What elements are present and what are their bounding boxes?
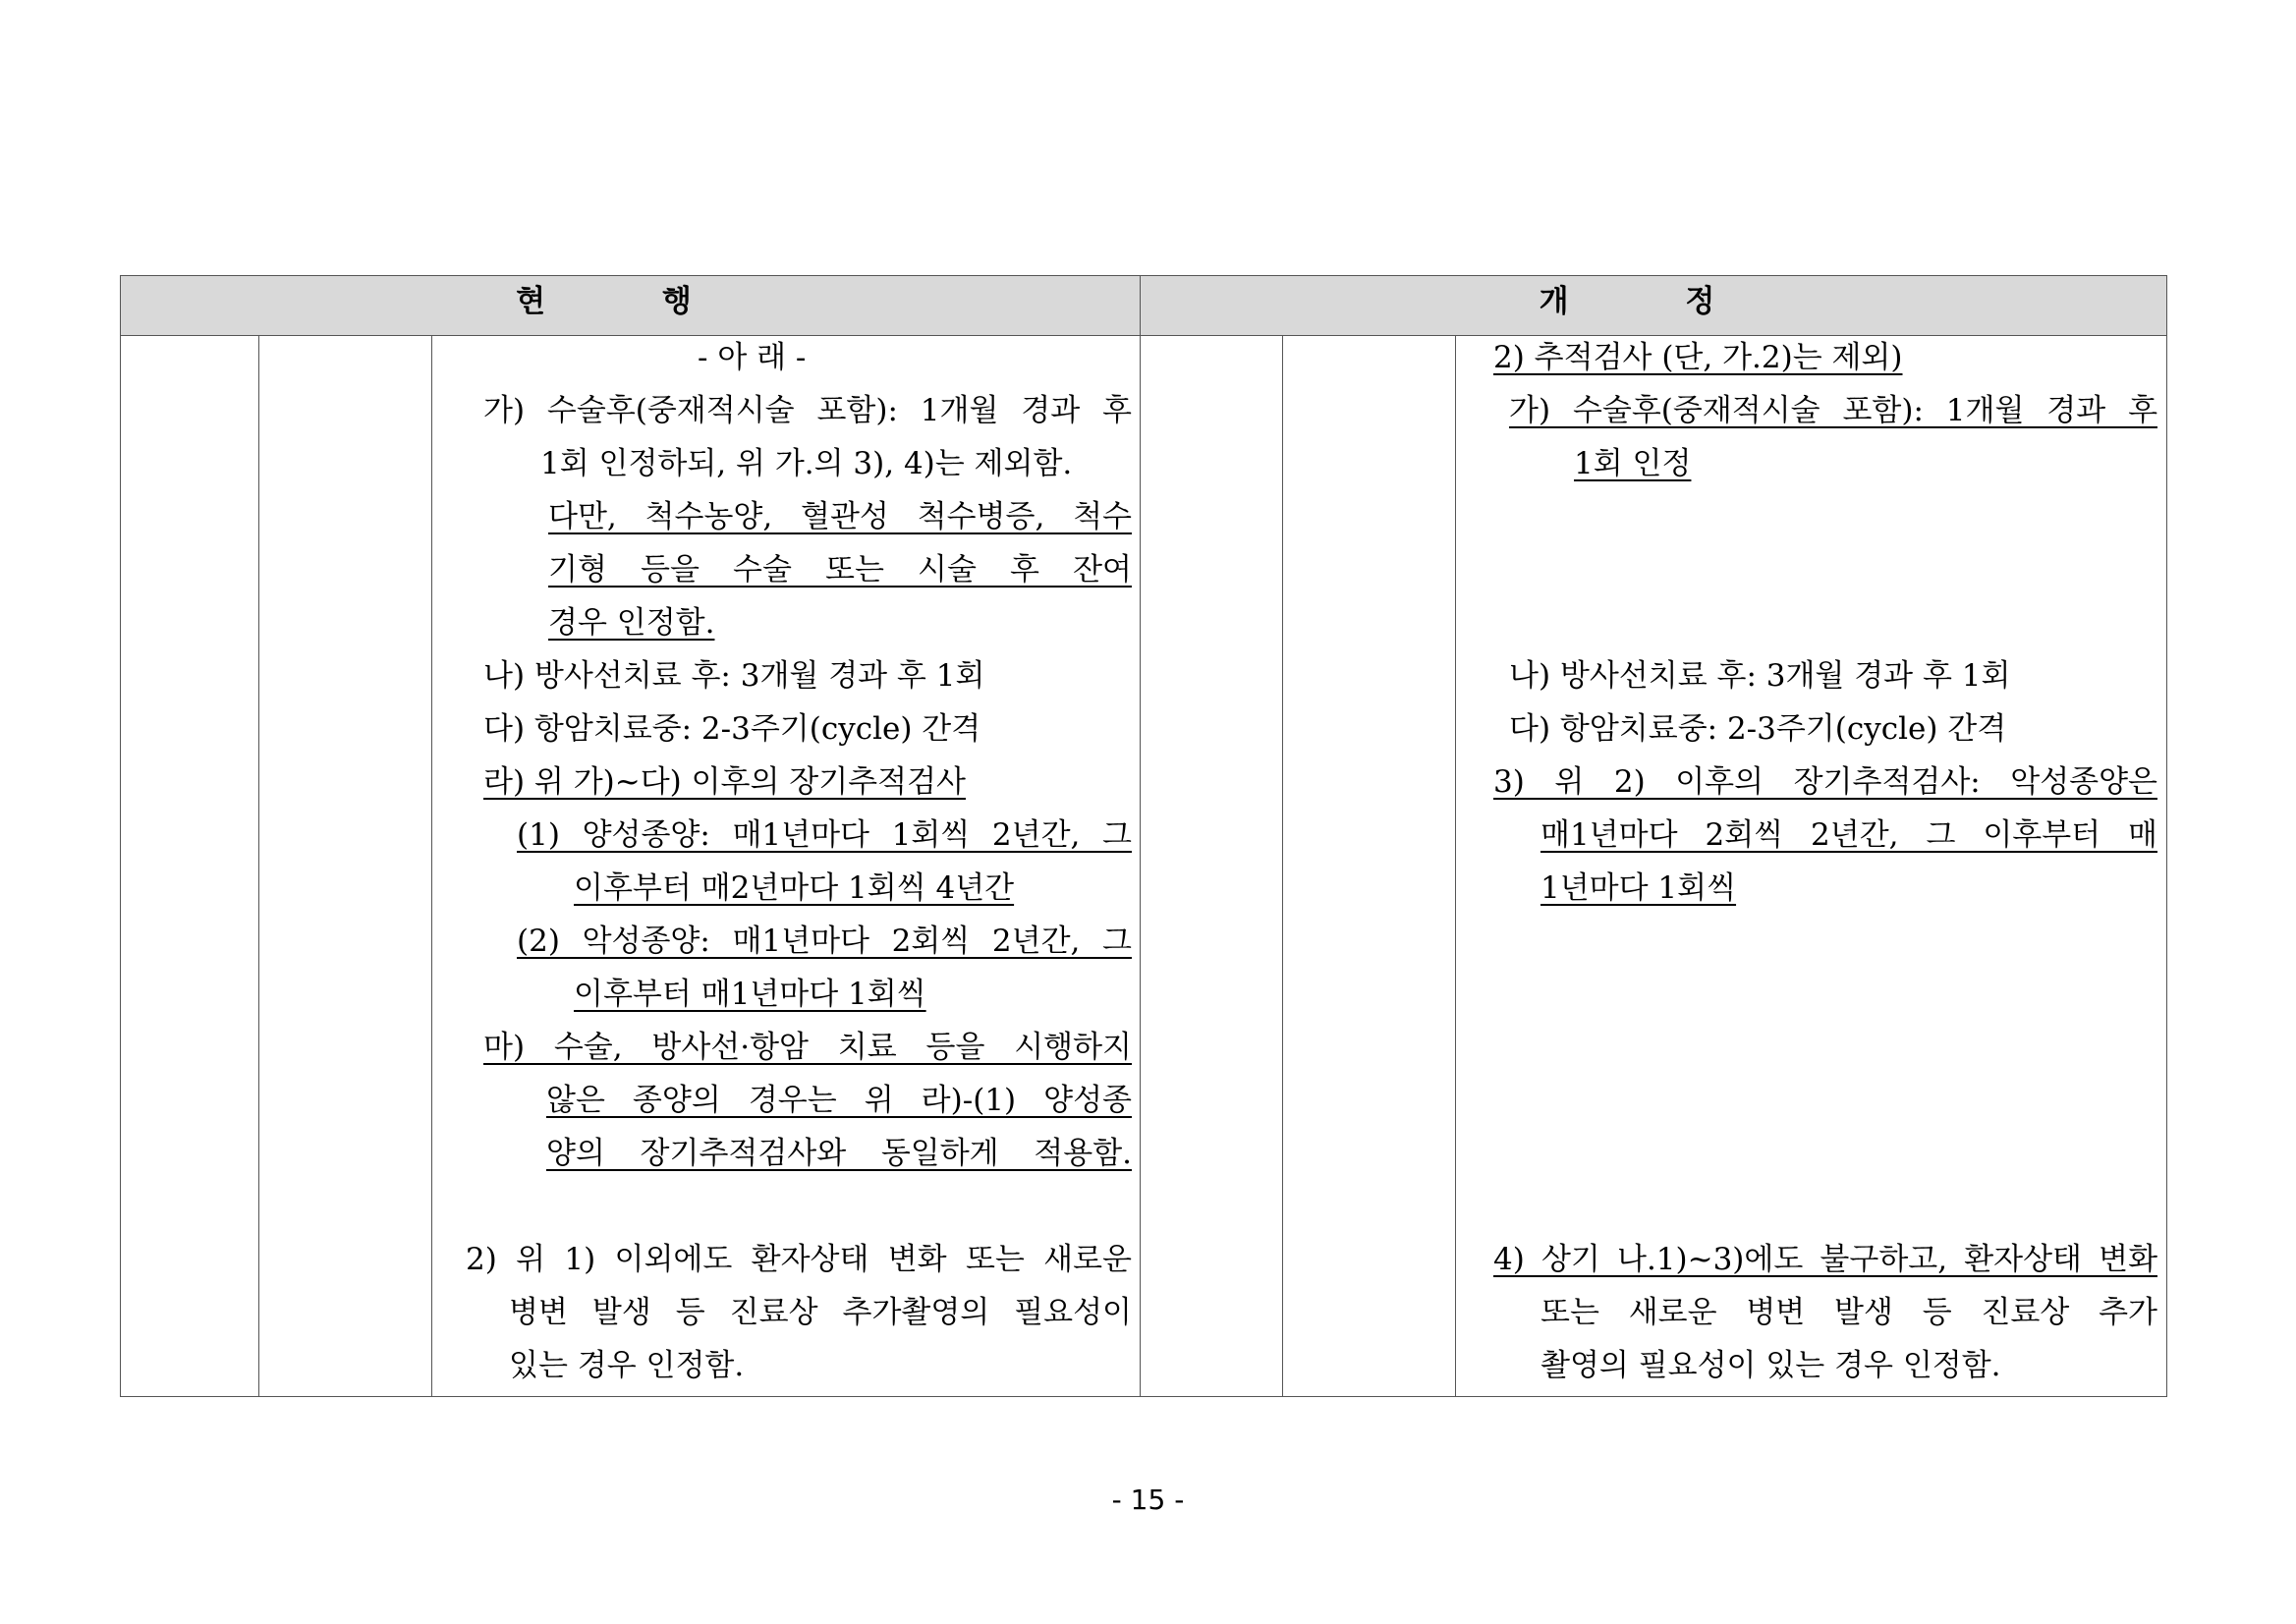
revised-col-2 bbox=[1283, 336, 1456, 1397]
current-content bbox=[432, 336, 1141, 1397]
revised-p3-line-3: 1년마다 1회씩 bbox=[1540, 870, 1737, 906]
body-row bbox=[121, 336, 2167, 1397]
header-row bbox=[121, 276, 2167, 336]
current-r2-line-2: 이후부터 매1년마다 1회씩 bbox=[574, 977, 926, 1012]
revised-ga-line-2: 1회 인정 bbox=[1574, 446, 1692, 481]
current-ma-line-1: 마) 수술, 방사선·항암 치료 등을 시행하지 bbox=[483, 1030, 1132, 1065]
current-r2-line-1: (2) 악성종양: 매1년마다 2회씩 2년간, 그 bbox=[517, 924, 1132, 959]
page-number: - 15 - bbox=[1111, 1484, 1185, 1516]
current-ra: 라) 위 가)~다) 이후의 장기추적검사 bbox=[483, 764, 966, 800]
current-p2-line-1: 2) 위 1) 이외에도 환자상태 변화 또는 새로운 bbox=[466, 1242, 1132, 1277]
current-ga-line-4: 기형 등을 수술 또는 시술 후 잔여 bbox=[548, 552, 1132, 588]
header-revised: 개 정 bbox=[1141, 276, 2167, 336]
comparison-table bbox=[120, 275, 2167, 1397]
current-col-1 bbox=[121, 336, 259, 1397]
revised-da: 다) 항암치료중: 2-3주기(cycle) 간격 bbox=[1509, 711, 2007, 747]
current-r1-line-1: (1) 양성종양: 매1년마다 1회씩 2년간, 그 bbox=[517, 817, 1132, 853]
revised-p4-line-3: 촬영의 필요성이 있는 경우 인정함. bbox=[1540, 1348, 2001, 1383]
current-ma-line-3: 양의 장기추적검사와 동일하게 적용함. bbox=[546, 1136, 1132, 1171]
sub-heading: - 아 래 - bbox=[698, 340, 807, 375]
current-col-2 bbox=[259, 336, 432, 1397]
revised-h2: 2) 추적검사 (단, 가.2)는 제외) bbox=[1493, 340, 1903, 375]
revised-col-1 bbox=[1141, 336, 1283, 1397]
current-p2-line-2: 병변 발생 등 진료상 추가촬영의 필요성이 bbox=[509, 1295, 1132, 1330]
revised-na: 나) 방사선치료 후: 3개월 경과 후 1회 bbox=[1509, 658, 2011, 694]
current-ga-line-5: 경우 인정함. bbox=[548, 605, 715, 641]
current-ga-line-3: 다만, 척수농양, 혈관성 척수병증, 척수 bbox=[548, 499, 1132, 534]
current-p2-line-3: 있는 경우 인정함. bbox=[509, 1348, 745, 1383]
revised-p3-line-2: 매1년마다 2회씩 2년간, 그 이후부터 매 bbox=[1540, 817, 2158, 853]
current-ma-line-2: 않은 종양의 경우는 위 라)-(1) 양성종 bbox=[546, 1083, 1132, 1118]
revised-content bbox=[1456, 336, 2167, 1397]
revised-ga-line-1: 가) 수술후(중재적시술 포함): 1개월 경과 후 bbox=[1509, 393, 2158, 428]
revised-p3-line-1: 3) 위 2) 이후의 장기추적검사: 악성종양은 bbox=[1493, 764, 2158, 800]
revised-p4-line-1: 4) 상기 나.1)~3)에도 불구하고, 환자상태 변화 bbox=[1493, 1242, 2158, 1277]
current-r1-line-2: 이후부터 매2년마다 1회씩 4년간 bbox=[574, 870, 1015, 906]
current-ga-line-1: 가) 수술후(중재적시술 포함): 1개월 경과 후 bbox=[483, 393, 1132, 428]
current-da: 다) 항암치료중: 2-3주기(cycle) 간격 bbox=[483, 711, 981, 747]
header-current: 현 행 bbox=[121, 276, 1141, 336]
revised-p4-line-2: 또는 새로운 병변 발생 등 진료상 추가 bbox=[1540, 1295, 2158, 1330]
current-ga-line-2: 1회 인정하되, 위 가.의 3), 4)는 제외함. bbox=[540, 446, 1073, 481]
current-na: 나) 방사선치료 후: 3개월 경과 후 1회 bbox=[483, 658, 985, 694]
